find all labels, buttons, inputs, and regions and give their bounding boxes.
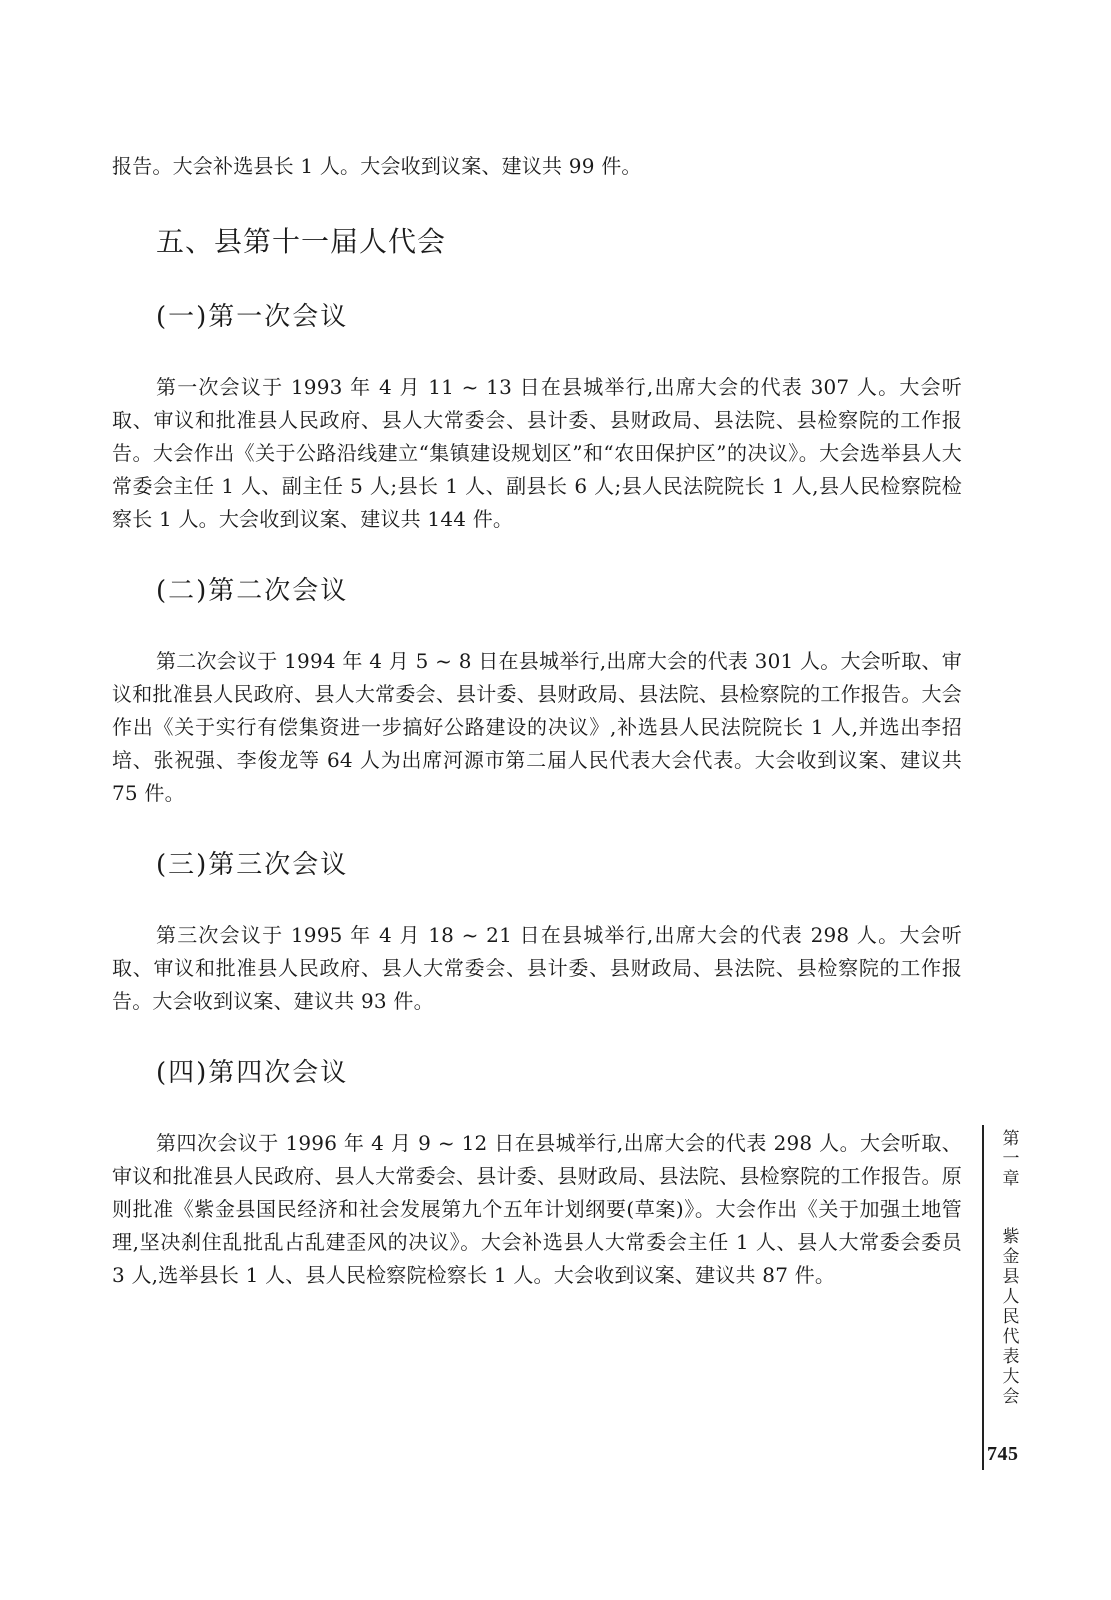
page-number: 745 [987, 1443, 1019, 1465]
subsection-first-session [112, 298, 962, 536]
subsection-third-session [112, 846, 962, 1018]
intro-paragraph: 报告。大会补选县长 1 人。大会收到议案、建议共 99 件。 [112, 154, 642, 178]
page-content [112, 150, 962, 1292]
subsection-paragraph: 第三次会议于 1995 年 4 月 18 ~ 21 日在县城举行,出席大会的代表 298 人。大会听取、审议和批准县人民政府、县人大常委会、县计委、县财政局、县法院、县检察院的工作报告。大会收到议案、建议共 93 件。 [112, 923, 962, 1013]
subsection-paragraph: 第一次会议于 1993 年 4 月 11 ~ 13 日在县城举行,出席大会的代表 307 人。大会听取、审议和批准县人民政府、县人大常委会、县计委、县财政局、县法院、县检察院的工作报告。大会作出《关于公路沿线建立“集镇建设规划区”和“农田保护区”的决议》。大会选举县人大常委会主任 1 人、副主任 5 人;县长 1 人、副县长 6 人;县人民法院院长 1 人,县人民检察院检察长 1 人。大会收到议案、建议共 144 件。 [112, 375, 962, 531]
subsection-second-session [112, 572, 962, 810]
section-title: 五、县第十一届人代会 [156, 225, 447, 258]
subsection-title: (四)第四次会议 [156, 1058, 349, 1088]
side-margin [982, 1125, 1040, 1470]
subsection-title: (三)第三次会议 [156, 850, 349, 880]
subsection-fourth-session [112, 1054, 962, 1292]
vertical-chapter-heading [996, 1129, 1026, 1407]
subsection-title: (一)第一次会议 [156, 302, 349, 332]
chapter-title: 紫 金 县 人 民 代 表 大 会 [1002, 1227, 1020, 1407]
chapter-number: 第 一 章 [1002, 1129, 1020, 1189]
subsection-paragraph: 第二次会议于 1994 年 4 月 5 ~ 8 日在县城举行,出席大会的代表 301 人。大会听取、审议和批准县人民政府、县人大常委会、县计委、县财政局、县法院、县检察院的工作报告。大会作出《关于实行有偿集资进一步搞好公路建设的决议》,补选县人民法院院长 1 人,并选出李招培、张祝强、李俊龙等 64 人为出席河源市第二届人民代表大会代表。大会收到议案、建议共 75 件。 [112, 649, 962, 805]
subsection-title: (二)第二次会议 [156, 576, 349, 606]
subsection-paragraph: 第四次会议于 1996 年 4 月 9 ~ 12 日在县城举行,出席大会的代表 298 人。大会听取、审议和批准县人民政府、县人大常委会、县计委、县财政局、县法院、县检察院的工作报告。原则批准《紫金县国民经济和社会发展第九个五年计划纲要(草案)》。大会作出《关于加强土地管理,坚决刹住乱批乱占乱建歪风的决议》。大会补选县人大常委会主任 1 人、县人大常委会委员 3 人,选举县长 1 人、县人民检察院检察长 1 人。大会收到议案、建议共 87 件。 [112, 1131, 962, 1287]
